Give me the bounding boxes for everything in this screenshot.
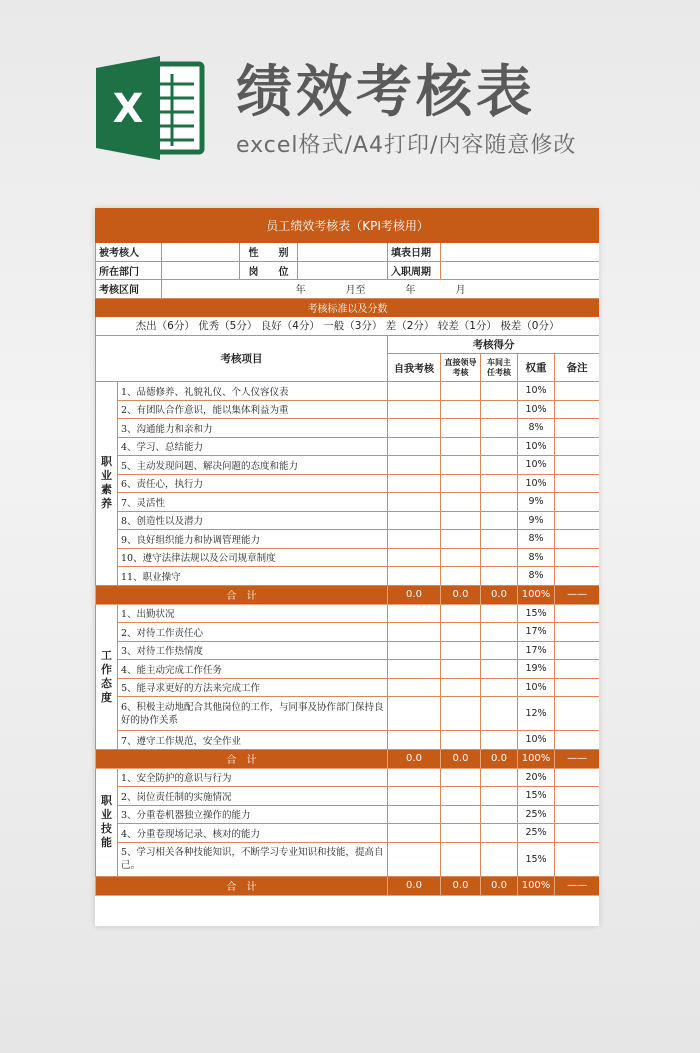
leader-score-cell[interactable] [441, 493, 481, 512]
weight-cell: 10% [518, 678, 555, 697]
weight-cell: 15% [518, 604, 555, 623]
table-row [96, 697, 600, 731]
weight-column-header: 权重 [518, 354, 555, 382]
weight-cell: 25% [518, 805, 555, 824]
weight-cell: 19% [518, 660, 555, 679]
period-label: 考核区间 [96, 280, 162, 299]
table-row [96, 548, 600, 567]
remark-cell[interactable] [555, 697, 600, 731]
weight-cell: 10% [518, 400, 555, 419]
total-self: 0.0 [388, 876, 441, 895]
table-row [96, 530, 600, 549]
director-score-cell[interactable] [481, 548, 518, 567]
weight-cell: 10% [518, 731, 555, 750]
weight-cell: 15% [518, 842, 555, 876]
table-row [96, 641, 600, 660]
weight-cell: 17% [518, 623, 555, 642]
director-score-cell[interactable] [481, 697, 518, 731]
leader-score-cell[interactable] [441, 474, 481, 493]
leader-score-cell[interactable] [441, 842, 481, 876]
item-text: 4、学习、总结能力 [118, 437, 388, 456]
self-score-cell[interactable] [388, 437, 441, 456]
total-leader: 0.0 [441, 876, 481, 895]
table-row [96, 660, 600, 679]
category-label: 工作态度 [96, 604, 118, 749]
weight-cell: 9% [518, 493, 555, 512]
director-score-cell[interactable] [481, 456, 518, 475]
period-value[interactable]: 年 月至 年 月 [162, 280, 600, 299]
self-score-cell[interactable] [388, 530, 441, 549]
weight-cell: 8% [518, 419, 555, 438]
director-score-cell[interactable] [481, 768, 518, 787]
remark-cell[interactable] [555, 548, 600, 567]
table-row [96, 419, 600, 438]
weight-cell: 10% [518, 456, 555, 475]
item-text: 3、对待工作热情度 [118, 641, 388, 660]
director-score-cell[interactable] [481, 805, 518, 824]
leader-score-cell[interactable] [441, 419, 481, 438]
self-column-header: 自我考核 [388, 354, 441, 382]
department-value[interactable] [162, 261, 240, 280]
director-score-cell[interactable] [481, 511, 518, 530]
item-text: 7、遵守工作规范，安全作业 [118, 731, 388, 750]
weight-cell: 10% [518, 437, 555, 456]
leader-score-cell[interactable] [441, 824, 481, 843]
director-score-cell[interactable] [481, 731, 518, 750]
leader-score-cell[interactable] [441, 641, 481, 660]
total-weight: 100% [518, 585, 555, 604]
examinee-label: 被考核人 [96, 243, 162, 262]
total-label: 合 计 [96, 585, 388, 604]
self-score-cell[interactable] [388, 824, 441, 843]
self-score-cell[interactable] [388, 623, 441, 642]
total-leader: 0.0 [441, 585, 481, 604]
table-row [96, 511, 600, 530]
gender-label: 性 别 [240, 243, 298, 262]
self-score-cell[interactable] [388, 731, 441, 750]
position-value[interactable] [298, 261, 388, 280]
self-score-cell[interactable] [388, 382, 441, 401]
weight-cell: 20% [518, 768, 555, 787]
item-text: 1、出勤状况 [118, 604, 388, 623]
remark-cell[interactable] [555, 787, 600, 806]
director-score-cell[interactable] [481, 567, 518, 586]
table-row [96, 623, 600, 642]
table-row [96, 731, 600, 750]
gender-value[interactable] [298, 243, 388, 262]
remark-cell[interactable] [555, 530, 600, 549]
item-text: 5、学习相关各种技能知识，不断学习专业知识和技能，提高自己。 [118, 842, 388, 876]
leader-column-header: 直接领导考核 [441, 354, 481, 382]
director-score-cell[interactable] [481, 623, 518, 642]
remark-cell[interactable] [555, 678, 600, 697]
table-row [96, 474, 600, 493]
director-score-cell[interactable] [481, 382, 518, 401]
leader-score-cell[interactable] [441, 456, 481, 475]
leader-score-cell[interactable] [441, 805, 481, 824]
total-row [96, 585, 600, 604]
leader-score-cell[interactable] [441, 623, 481, 642]
remark-cell[interactable] [555, 567, 600, 586]
item-text: 9、良好组织能力和协调管理能力 [118, 530, 388, 549]
item-text: 5、能寻求更好的方法来完成工作 [118, 678, 388, 697]
self-score-cell[interactable] [388, 842, 441, 876]
remark-cell[interactable] [555, 805, 600, 824]
examinee-value[interactable] [162, 243, 240, 262]
item-text: 6、积极主动地配合其他岗位的工作，与同事及协作部门保持良好的协作关系 [118, 697, 388, 731]
remark-cell[interactable] [555, 474, 600, 493]
entry-period-label: 入职周期 [388, 261, 441, 280]
item-column-header: 考核项目 [96, 335, 388, 382]
item-text: 1、安全防护的意识与行为 [118, 768, 388, 787]
total-leader: 0.0 [441, 749, 481, 768]
self-score-cell[interactable] [388, 768, 441, 787]
legend-row [96, 316, 600, 335]
table-row [96, 824, 600, 843]
info-row-3 [96, 280, 600, 299]
director-score-cell[interactable] [481, 678, 518, 697]
standard-row [96, 298, 600, 316]
remark-cell[interactable] [555, 768, 600, 787]
table-row [96, 400, 600, 419]
leader-score-cell[interactable] [441, 678, 481, 697]
item-text: 2、对待工作责任心 [118, 623, 388, 642]
director-score-cell[interactable] [481, 400, 518, 419]
column-header-row-1 [96, 335, 600, 354]
score-group-header: 考核得分 [388, 335, 600, 354]
self-score-cell[interactable] [388, 567, 441, 586]
fill-date-value[interactable] [441, 243, 600, 262]
item-text: 4、分重卷现场记录、核对的能力 [118, 824, 388, 843]
department-label: 所在部门 [96, 261, 162, 280]
table-row [96, 437, 600, 456]
fill-date-label: 填表日期 [388, 243, 441, 262]
director-score-cell[interactable] [481, 824, 518, 843]
sheet-banner: 员工绩效考核表（KPI考核用） [96, 209, 600, 243]
self-score-cell[interactable] [388, 641, 441, 660]
remark-cell[interactable] [555, 437, 600, 456]
leader-score-cell[interactable] [441, 400, 481, 419]
table-row [96, 604, 600, 623]
item-text: 3、分重卷机器独立操作的能力 [118, 805, 388, 824]
total-director: 0.0 [481, 749, 518, 768]
item-text: 8、创造性以及潜力 [118, 511, 388, 530]
table-row [96, 768, 600, 787]
total-label: 合 计 [96, 876, 388, 895]
table-row [96, 493, 600, 512]
excel-logo-icon [96, 56, 206, 160]
category-label: 职业技能 [96, 768, 118, 876]
leader-score-cell[interactable] [441, 548, 481, 567]
total-remark: —— [555, 585, 600, 604]
standard-title: 考核标准以及分数 [96, 298, 600, 316]
leader-score-cell[interactable] [441, 787, 481, 806]
weight-cell: 8% [518, 567, 555, 586]
table-row [96, 842, 600, 876]
remark-cell[interactable] [555, 660, 600, 679]
remark-cell[interactable] [555, 382, 600, 401]
table-row [96, 456, 600, 475]
table-row [96, 678, 600, 697]
sheet-banner-row [96, 209, 600, 243]
self-score-cell[interactable] [388, 787, 441, 806]
total-remark: —— [555, 876, 600, 895]
position-label: 岗 位 [240, 261, 298, 280]
director-column-header: 车间主任考核 [481, 354, 518, 382]
leader-score-cell[interactable] [441, 511, 481, 530]
director-score-cell[interactable] [481, 787, 518, 806]
director-score-cell[interactable] [481, 842, 518, 876]
leader-score-cell[interactable] [441, 660, 481, 679]
leader-score-cell[interactable] [441, 768, 481, 787]
remark-cell[interactable] [555, 641, 600, 660]
self-score-cell[interactable] [388, 419, 441, 438]
table-row [96, 787, 600, 806]
leader-score-cell[interactable] [441, 530, 481, 549]
total-director: 0.0 [481, 876, 518, 895]
table-row [96, 382, 600, 401]
self-score-cell[interactable] [388, 548, 441, 567]
leader-score-cell[interactable] [441, 604, 481, 623]
self-score-cell[interactable] [388, 511, 441, 530]
entry-period-value[interactable] [441, 261, 600, 280]
self-score-cell[interactable] [388, 400, 441, 419]
page-subtitle: excel格式/A4打印/内容随意修改 [236, 133, 577, 158]
table-row [96, 567, 600, 586]
self-score-cell[interactable] [388, 678, 441, 697]
self-score-cell[interactable] [388, 805, 441, 824]
leader-score-cell[interactable] [441, 382, 481, 401]
logo-letter: X [112, 86, 144, 132]
item-text: 2、有团队合作意识，能以集体利益为重 [118, 400, 388, 419]
weight-cell: 12% [518, 697, 555, 731]
item-text: 10、遵守法律法规以及公司规章制度 [118, 548, 388, 567]
director-score-cell[interactable] [481, 660, 518, 679]
remark-cell[interactable] [555, 456, 600, 475]
self-score-cell[interactable] [388, 604, 441, 623]
total-remark: —— [555, 749, 600, 768]
remark-cell[interactable] [555, 604, 600, 623]
director-score-cell[interactable] [481, 474, 518, 493]
info-row-2 [96, 261, 600, 280]
item-text: 5、主动发现问题、解决问题的态度和能力 [118, 456, 388, 475]
director-score-cell[interactable] [481, 641, 518, 660]
info-row-1 [96, 243, 600, 262]
weight-cell: 9% [518, 511, 555, 530]
weight-cell: 15% [518, 787, 555, 806]
self-score-cell[interactable] [388, 474, 441, 493]
remark-cell[interactable] [555, 731, 600, 750]
remark-cell[interactable] [555, 400, 600, 419]
item-text: 2、岗位责任制的实施情况 [118, 787, 388, 806]
remark-cell[interactable] [555, 842, 600, 876]
item-text: 1、品德修养、礼貌礼仪、个人仪容仪表 [118, 382, 388, 401]
leader-score-cell[interactable] [441, 731, 481, 750]
item-text: 4、能主动完成工作任务 [118, 660, 388, 679]
self-score-cell[interactable] [388, 493, 441, 512]
item-text: 11、职业操守 [118, 567, 388, 586]
leader-score-cell[interactable] [441, 567, 481, 586]
score-legend: 杰出（6分） 优秀（5分） 良好（4分） 一般（3分） 差（2分） 较差（1分） 极差（0分） [96, 316, 600, 335]
self-score-cell[interactable] [388, 456, 441, 475]
table-row [96, 805, 600, 824]
director-score-cell[interactable] [481, 437, 518, 456]
total-weight: 100% [518, 876, 555, 895]
kpi-table [95, 208, 599, 896]
director-score-cell[interactable] [481, 419, 518, 438]
director-score-cell[interactable] [481, 604, 518, 623]
remark-cell[interactable] [555, 824, 600, 843]
total-weight: 100% [518, 749, 555, 768]
page-title: 绩效考核表 [236, 60, 536, 125]
remark-cell[interactable] [555, 493, 600, 512]
remark-cell[interactable] [555, 419, 600, 438]
item-text: 6、责任心，执行力 [118, 474, 388, 493]
director-score-cell[interactable] [481, 530, 518, 549]
remark-cell[interactable] [555, 511, 600, 530]
remark-column-header: 备注 [555, 354, 600, 382]
director-score-cell[interactable] [481, 493, 518, 512]
weight-cell: 25% [518, 824, 555, 843]
leader-score-cell[interactable] [441, 437, 481, 456]
item-text: 7、灵活性 [118, 493, 388, 512]
leader-score-cell[interactable] [441, 697, 481, 731]
total-self: 0.0 [388, 585, 441, 604]
weight-cell: 8% [518, 548, 555, 567]
total-row [96, 876, 600, 895]
item-text: 3、沟通能力和亲和力 [118, 419, 388, 438]
weight-cell: 10% [518, 382, 555, 401]
total-director: 0.0 [481, 585, 518, 604]
self-score-cell[interactable] [388, 697, 441, 731]
remark-cell[interactable] [555, 623, 600, 642]
total-row [96, 749, 600, 768]
weight-cell: 8% [518, 530, 555, 549]
self-score-cell[interactable] [388, 660, 441, 679]
weight-cell: 17% [518, 641, 555, 660]
kpi-sheet [95, 208, 599, 926]
weight-cell: 10% [518, 474, 555, 493]
category-label: 职业素养 [96, 382, 118, 586]
total-self: 0.0 [388, 749, 441, 768]
total-label: 合 计 [96, 749, 388, 768]
